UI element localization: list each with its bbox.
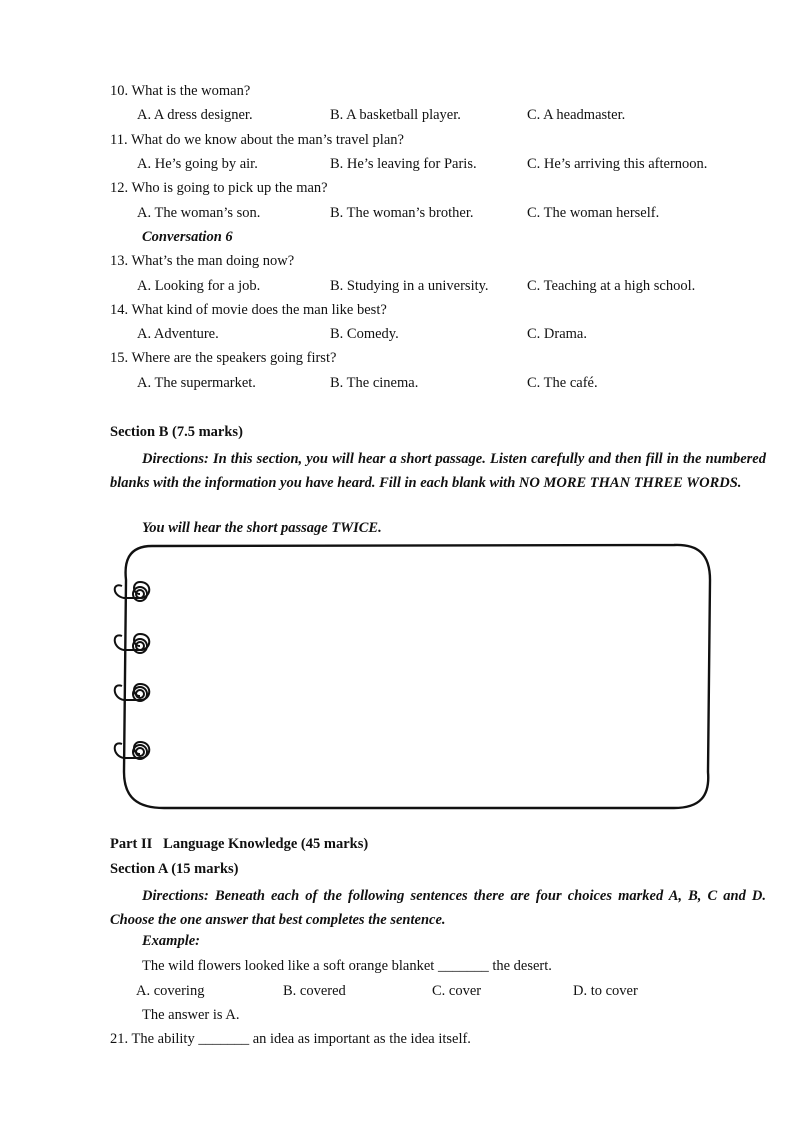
question-10-stem: 10. What is the woman? [110, 83, 251, 99]
question-12-option-c: C. The woman herself. [527, 205, 660, 221]
section-a-directions [110, 884, 766, 932]
spiral-ring-2-icon [115, 634, 150, 653]
question-15-option-a: A. The supermarket. [137, 375, 256, 391]
question-13-option-c: C. Teaching at a high school. [527, 278, 696, 294]
question-14-stem: 14. What kind of movie does the man like best? [110, 302, 387, 318]
question-14-option-c: C. Drama. [527, 326, 587, 342]
question-11-option-a: A. He’s going by air. [137, 156, 258, 172]
question-13-stem: 13. What’s the man doing now? [110, 253, 295, 269]
question-11-option-b: B. He’s leaving for Paris. [330, 156, 477, 172]
example-option-c: C. cover [432, 983, 482, 999]
conversation-6-heading: Conversation 6 [142, 229, 233, 245]
notebook-answer-box [108, 540, 714, 812]
example-option-d: D. to cover [573, 983, 638, 999]
question-21-stem: 21. The ability _______ an idea as important as the idea itself. [110, 1031, 471, 1047]
question-15-option-b: B. The cinema. [330, 375, 419, 391]
question-10-option-c: C. A headmaster. [527, 107, 626, 123]
directions-label: Directions: [142, 451, 209, 467]
spiral-ring-3-icon [115, 684, 150, 701]
directions-label: Directions: [142, 888, 209, 904]
question-11-option-c: C. He’s arriving this afternoon. [527, 156, 708, 172]
section-b-directions [110, 447, 766, 495]
question-12-option-b: B. The woman’s brother. [330, 205, 474, 221]
directions-text: In this section, you will hear a short passage. Listen carefully and then fill in the numbered blanks with the information you have heard. Fill in each blank with NO MORE THAN THREE WORDS. [110, 451, 766, 491]
question-15-option-c: C. The café. [527, 375, 598, 391]
example-sentence: The wild flowers looked like a soft orange blanket _______ the desert. [142, 958, 552, 974]
question-10-option-a: A. A dress designer. [137, 107, 253, 123]
example-option-a: A. covering [136, 983, 205, 999]
question-15-stem: 15. Where are the speakers going first? [110, 350, 337, 366]
section-b-title: Section B (7.5 marks) [110, 424, 243, 440]
part-2-title: Part II Language Knowledge (45 marks) [110, 836, 369, 852]
spiral-ring-1-icon [115, 582, 150, 601]
example-answer: The answer is A. [142, 1007, 240, 1023]
question-13-option-b: B. Studying in a university. [330, 278, 489, 294]
question-11-stem: 11. What do we know about the man’s travel plan? [110, 132, 404, 148]
question-14-option-a: A. Adventure. [137, 326, 219, 342]
example-option-b: B. covered [283, 983, 346, 999]
question-14-option-b: B. Comedy. [330, 326, 399, 342]
question-12-stem: 12. Who is going to pick up the man? [110, 180, 328, 196]
example-label: Example: [142, 933, 200, 949]
question-13-option-a: A. Looking for a job. [137, 278, 261, 294]
question-12-option-a: A. The woman’s son. [137, 205, 261, 221]
section-a-title: Section A (15 marks) [110, 861, 239, 877]
section-b-twice-note: You will hear the short passage TWICE. [142, 520, 382, 536]
question-10-option-b: B. A basketball player. [330, 107, 461, 123]
spiral-ring-4-icon [115, 742, 150, 759]
directions-text: Beneath each of the following sentences there are four choices marked A, B, C and D. Choose the one answer that best completes the sentence. [110, 888, 766, 928]
